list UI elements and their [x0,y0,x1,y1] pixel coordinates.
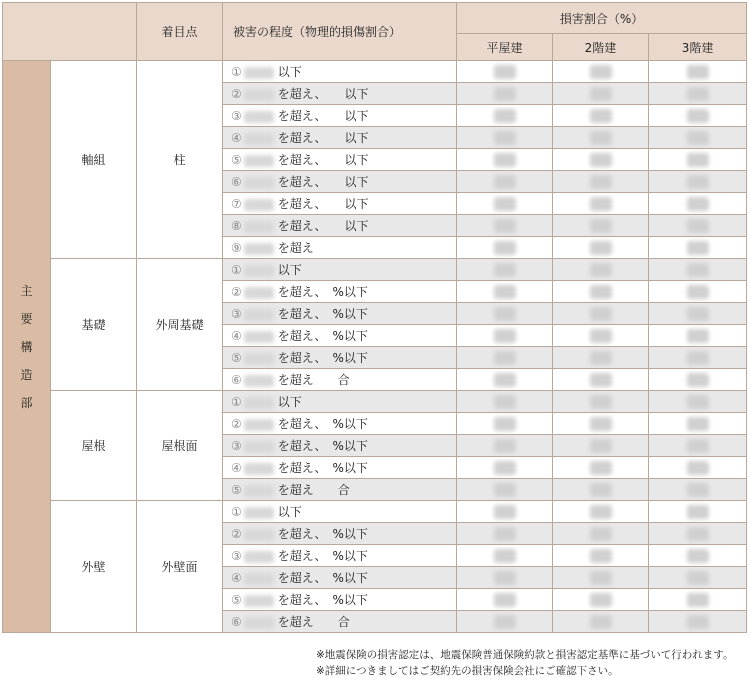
redacted-ratio [590,505,612,519]
redacted-ratio [590,461,612,475]
redacted-ratio [590,219,612,233]
redacted-value [244,243,274,255]
ratio-cell-floor-1 [457,193,553,215]
degree-cell [223,611,457,633]
redacted-ratio [590,153,612,167]
redacted-value [244,485,274,497]
redacted-ratio [590,615,612,629]
redacted-ratio [590,483,612,497]
ratio-cell-floor-3 [649,501,747,523]
redacted-ratio [494,417,516,431]
degree-text: を超え、 以下 [277,219,369,233]
redacted-value [244,441,274,453]
redacted-ratio [494,175,516,189]
ratio-cell-floor-1 [457,171,553,193]
degree-text: を超え、 以下 [277,87,369,101]
redacted-value [244,177,274,189]
redacted-ratio [590,175,612,189]
degree-cell [223,171,457,193]
part-cell: 外壁 [51,501,137,633]
redacted-ratio [494,263,516,277]
part-cell: 基礎 [51,259,137,391]
ratio-cell-floor-2 [553,215,649,237]
ratio-cell-floor-3 [649,105,747,127]
degree-cell [223,479,457,501]
ratio-cell-floor-3 [649,237,747,259]
redacted-value [244,89,274,101]
side-label-char: 要 [20,311,33,326]
ratio-cell-floor-1 [457,105,553,127]
ratio-cell-floor-1 [457,479,553,501]
header-damage-ratio: 損害割合（%） [457,3,747,34]
redacted-ratio [590,241,612,255]
ratio-cell-floor-1 [457,303,553,325]
row-number: ⑤ [231,593,242,607]
redacted-ratio [687,109,709,123]
degree-text: を超え、 %以下 [277,593,368,607]
redacted-ratio [494,285,516,299]
degree-text: を超え、 以下 [277,131,369,145]
row-number: ③ [231,109,242,123]
degree-cell [223,413,457,435]
footnote-2: ※詳細につきましてはご契約先の損害保険会社にご確認下さい。 [316,665,619,677]
ratio-cell-floor-1 [457,545,553,567]
redacted-ratio [494,131,516,145]
redacted-ratio [687,395,709,409]
redacted-value [244,155,274,167]
row-number: ④ [231,461,242,475]
ratio-cell-floor-1 [457,347,553,369]
ratio-cell-floor-1 [457,457,553,479]
redacted-ratio [687,307,709,321]
ratio-cell-floor-1 [457,149,553,171]
redacted-value [244,595,274,607]
redacted-ratio [590,87,612,101]
degree-cell [223,369,457,391]
ratio-cell-floor-3 [649,215,747,237]
ratio-cell-floor-3 [649,83,747,105]
row-number: ④ [231,329,242,343]
ratio-cell-floor-2 [553,347,649,369]
focus-point-cell: 外周基礎 [137,259,223,391]
table-row [3,61,747,83]
ratio-cell-floor-1 [457,325,553,347]
degree-text: を超え、 %以下 [277,439,368,453]
redacted-ratio [494,219,516,233]
row-number: ② [231,285,242,299]
ratio-cell-floor-3 [649,391,747,413]
ratio-cell-floor-3 [649,193,747,215]
redacted-ratio [687,285,709,299]
degree-cell [223,259,457,281]
footnotes [316,647,746,679]
redacted-value [244,199,274,211]
row-number: ⑨ [231,241,242,255]
redacted-ratio [494,593,516,607]
ratio-cell-floor-2 [553,545,649,567]
row-number: ④ [231,131,242,145]
table-row [3,501,747,523]
degree-cell [223,435,457,457]
ratio-cell-floor-2 [553,611,649,633]
degree-cell [223,127,457,149]
row-number: ② [231,417,242,431]
ratio-cell-floor-1 [457,127,553,149]
redacted-ratio [590,285,612,299]
ratio-cell-floor-1 [457,589,553,611]
ratio-cell-floor-3 [649,303,747,325]
redacted-ratio [590,307,612,321]
degree-text: 以下 [277,263,302,277]
redacted-ratio [687,87,709,101]
ratio-cell-floor-1 [457,237,553,259]
redacted-ratio [590,527,612,541]
redacted-ratio [687,241,709,255]
redacted-ratio [494,505,516,519]
focus-point-cell: 柱 [137,61,223,259]
redacted-ratio [687,65,709,79]
redacted-value [244,353,274,365]
degree-text: を超え、 %以下 [277,461,368,475]
redacted-value [244,529,274,541]
redacted-value [244,397,274,409]
degree-cell [223,457,457,479]
degree-text: を超え 合 [277,373,350,387]
header-blank [3,3,137,61]
row-number: ① [231,263,242,277]
ratio-cell-floor-2 [553,369,649,391]
ratio-cell-floor-2 [553,391,649,413]
redacted-ratio [687,219,709,233]
redacted-ratio [687,197,709,211]
degree-text: を超え、 %以下 [277,417,368,431]
ratio-cell-floor-2 [553,457,649,479]
redacted-ratio [687,263,709,277]
redacted-ratio [687,571,709,585]
ratio-cell-floor-1 [457,391,553,413]
ratio-cell-floor-3 [649,435,747,457]
degree-cell [223,281,457,303]
degree-cell [223,303,457,325]
ratio-cell-floor-3 [649,479,747,501]
redacted-ratio [687,131,709,145]
redacted-ratio [687,615,709,629]
row-number: ① [231,505,242,519]
degree-text: を超え [277,241,314,255]
degree-cell [223,61,457,83]
redacted-ratio [494,351,516,365]
ratio-cell-floor-3 [649,281,747,303]
side-label-char: 構 [20,339,33,354]
degree-cell [223,545,457,567]
redacted-ratio [494,549,516,563]
header-floor-2: 2階建 [553,34,649,61]
part-cell: 軸組 [51,61,137,259]
ratio-cell-floor-3 [649,567,747,589]
header-floor-1: 平屋建 [457,34,553,61]
header-focus-point: 着目点 [137,3,223,61]
degree-cell [223,149,457,171]
redacted-ratio [590,351,612,365]
degree-cell [223,523,457,545]
redacted-value [244,331,274,343]
redacted-ratio [494,461,516,475]
redacted-ratio [590,373,612,387]
ratio-cell-floor-2 [553,237,649,259]
redacted-ratio [494,241,516,255]
redacted-ratio [590,329,612,343]
ratio-cell-floor-3 [649,61,747,83]
damage-assessment-table [2,2,747,633]
ratio-cell-floor-1 [457,259,553,281]
ratio-cell-floor-3 [649,259,747,281]
redacted-ratio [687,593,709,607]
degree-text: を超え、 以下 [277,197,369,211]
ratio-cell-floor-1 [457,567,553,589]
ratio-cell-floor-3 [649,149,747,171]
row-number: ④ [231,571,242,585]
redacted-ratio [687,461,709,475]
table-row [3,259,747,281]
redacted-ratio [590,197,612,211]
redacted-ratio [494,439,516,453]
row-number: ① [231,395,242,409]
row-number: ③ [231,549,242,563]
side-label-char: 造 [20,367,33,382]
degree-text: を超え、 以下 [277,109,369,123]
degree-text: を超え、 %以下 [277,549,368,563]
redacted-ratio [687,153,709,167]
degree-cell [223,105,457,127]
degree-text: を超え 合 [277,615,350,629]
ratio-cell-floor-1 [457,435,553,457]
ratio-cell-floor-1 [457,61,553,83]
ratio-cell-floor-2 [553,127,649,149]
redacted-ratio [494,153,516,167]
degree-text: 以下 [277,395,302,409]
redacted-value [244,419,274,431]
row-number: ⑧ [231,219,242,233]
redacted-value [244,463,274,475]
redacted-ratio [494,109,516,123]
ratio-cell-floor-1 [457,83,553,105]
redacted-ratio [494,87,516,101]
degree-cell [223,83,457,105]
row-number: ② [231,87,242,101]
row-number: ⑥ [231,175,242,189]
ratio-cell-floor-1 [457,369,553,391]
ratio-cell-floor-2 [553,149,649,171]
redacted-value [244,551,274,563]
ratio-cell-floor-2 [553,303,649,325]
ratio-cell-floor-3 [649,545,747,567]
degree-cell [223,215,457,237]
redacted-value [244,309,274,321]
focus-point-cell: 外壁面 [137,501,223,633]
redacted-value [244,265,274,277]
degree-text: を超え 合 [277,483,350,497]
redacted-ratio [494,197,516,211]
redacted-ratio [590,571,612,585]
header-degree: 被害の程度（物理的損傷割合） [223,3,457,61]
degree-text: を超え、 %以下 [277,307,368,321]
row-number: ② [231,527,242,541]
degree-cell [223,193,457,215]
redacted-ratio [590,65,612,79]
degree-text: 以下 [277,505,302,519]
ratio-cell-floor-3 [649,589,747,611]
degree-cell [223,567,457,589]
redacted-ratio [590,439,612,453]
redacted-ratio [494,373,516,387]
ratio-cell-floor-3 [649,611,747,633]
redacted-ratio [494,307,516,321]
degree-text: を超え、 %以下 [277,351,368,365]
redacted-ratio [687,505,709,519]
row-number: ⑦ [231,197,242,211]
redacted-ratio [687,527,709,541]
ratio-cell-floor-2 [553,523,649,545]
redacted-ratio [590,593,612,607]
degree-text: を超え、 以下 [277,153,369,167]
ratio-cell-floor-1 [457,611,553,633]
redacted-ratio [494,527,516,541]
redacted-ratio [494,395,516,409]
redacted-ratio [687,549,709,563]
row-number: ⑥ [231,615,242,629]
row-number: ① [231,65,242,79]
ratio-cell-floor-2 [553,435,649,457]
redacted-ratio [687,483,709,497]
ratio-cell-floor-2 [553,61,649,83]
ratio-cell-floor-2 [553,501,649,523]
degree-cell [223,391,457,413]
redacted-ratio [590,549,612,563]
redacted-ratio [687,175,709,189]
part-cell: 屋根 [51,391,137,501]
redacted-ratio [687,439,709,453]
ratio-cell-floor-3 [649,127,747,149]
side-label-char: 主 [20,283,33,298]
redacted-ratio [687,417,709,431]
redacted-ratio [590,263,612,277]
ratio-cell-floor-2 [553,479,649,501]
redacted-value [244,287,274,299]
redacted-ratio [687,373,709,387]
row-number: ⑥ [231,373,242,387]
redacted-ratio [687,351,709,365]
redacted-ratio [687,329,709,343]
degree-cell [223,501,457,523]
focus-point-cell: 屋根面 [137,391,223,501]
degree-cell [223,589,457,611]
ratio-cell-floor-1 [457,281,553,303]
footnote-1: ※地震保険の損害認定は、地震保険普通保険約款と損害認定基準に基づいて行われます。 [316,649,734,661]
ratio-cell-floor-3 [649,171,747,193]
redacted-ratio [590,131,612,145]
row-number: ⑤ [231,351,242,365]
redacted-value [244,221,274,233]
ratio-cell-floor-2 [553,105,649,127]
ratio-cell-floor-2 [553,281,649,303]
redacted-ratio [494,65,516,79]
degree-text: を超え、 %以下 [277,329,368,343]
row-number: ③ [231,307,242,321]
ratio-cell-floor-3 [649,413,747,435]
redacted-value [244,375,274,387]
degree-text: を超え、 以下 [277,175,369,189]
ratio-cell-floor-1 [457,501,553,523]
ratio-cell-floor-2 [553,325,649,347]
redacted-ratio [590,395,612,409]
row-number: ⑤ [231,483,242,497]
ratio-cell-floor-1 [457,413,553,435]
degree-cell [223,347,457,369]
ratio-cell-floor-2 [553,413,649,435]
redacted-ratio [494,615,516,629]
table-row [3,391,747,413]
degree-text: を超え、 %以下 [277,527,368,541]
row-number: ⑤ [231,153,242,167]
degree-text: を超え、 %以下 [277,571,368,585]
ratio-cell-floor-2 [553,171,649,193]
ratio-cell-floor-3 [649,369,747,391]
ratio-cell-floor-2 [553,589,649,611]
redacted-value [244,617,274,629]
degree-text: 以下 [277,65,302,79]
redacted-ratio [590,109,612,123]
side-label-char: 部 [20,395,33,410]
ratio-cell-floor-2 [553,83,649,105]
ratio-cell-floor-3 [649,347,747,369]
redacted-value [244,507,274,519]
redacted-value [244,111,274,123]
redacted-value [244,67,274,79]
ratio-cell-floor-1 [457,215,553,237]
side-label-main-structure [3,61,51,633]
ratio-cell-floor-3 [649,457,747,479]
header-floor-3: 3階建 [649,34,747,61]
degree-cell [223,237,457,259]
redacted-value [244,133,274,145]
ratio-cell-floor-2 [553,193,649,215]
redacted-ratio [494,483,516,497]
redacted-ratio [590,417,612,431]
redacted-ratio [494,329,516,343]
ratio-cell-floor-3 [649,523,747,545]
degree-text: を超え、 %以下 [277,285,368,299]
degree-cell [223,325,457,347]
ratio-cell-floor-2 [553,567,649,589]
redacted-value [244,573,274,585]
redacted-ratio [494,571,516,585]
ratio-cell-floor-1 [457,523,553,545]
ratio-cell-floor-2 [553,259,649,281]
ratio-cell-floor-3 [649,325,747,347]
row-number: ③ [231,439,242,453]
